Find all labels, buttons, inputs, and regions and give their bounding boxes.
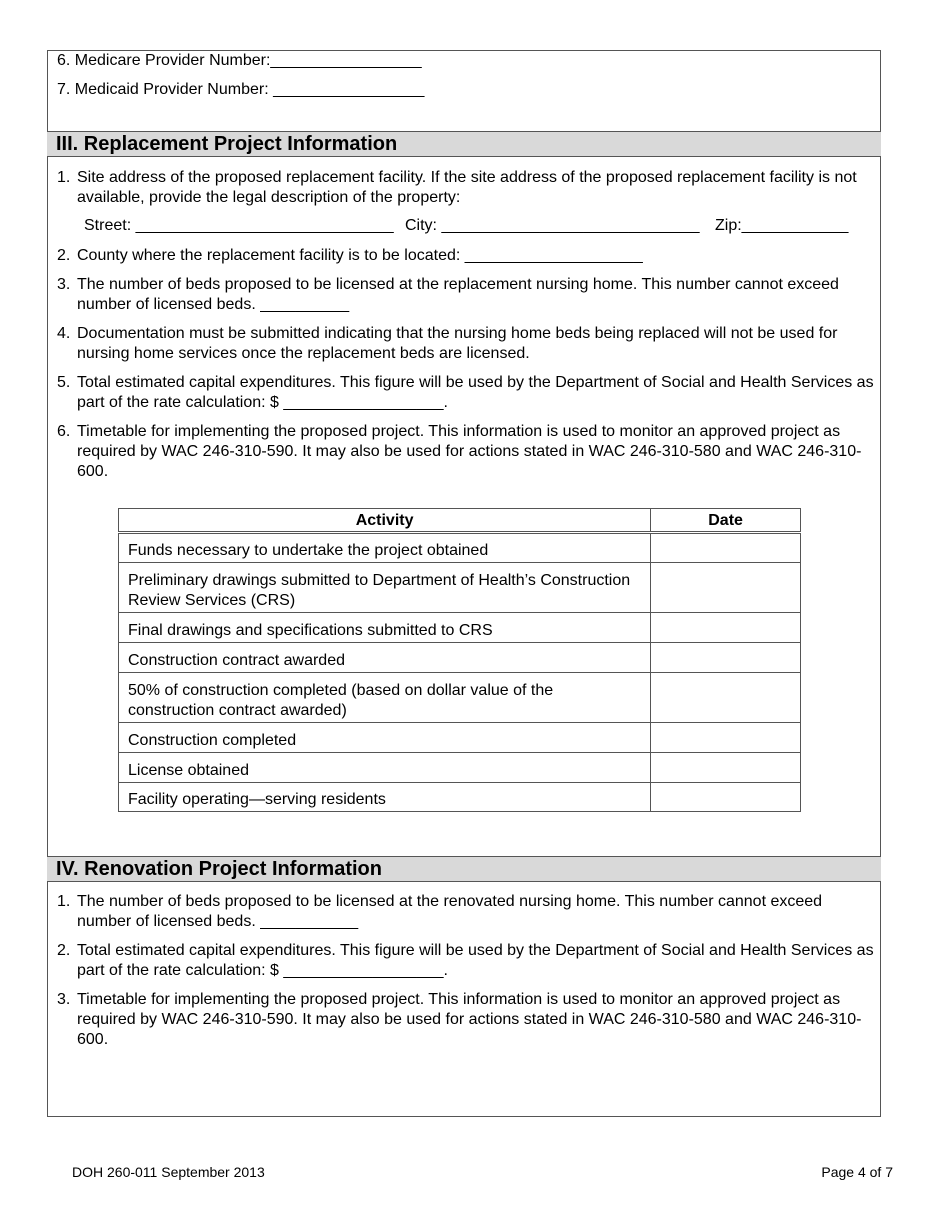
item-number: 2. [57,942,71,959]
section-header-replacement [47,131,881,157]
activity-cell: 50% of construction completed (based on dollar value of the construction contract awarded) [119,673,651,723]
item-number: 3. [57,991,71,1008]
form-id: DOH 260-011 September 2013 [72,1164,265,1180]
section-title: III. Replacement Project Information [56,133,398,155]
item-text: Timetable for implementing the proposed project. This information is used to monitor an approved project as required by WAC 246-310-590. It may also be used for actions stated in WAC 246-310-580 and WAC 246-310-600. [77,423,862,480]
activity-cell: License obtained [119,753,651,783]
item-text: Site address of the proposed replacement facility. If the site address of the proposed replacement facility is not available, provide the legal description of the property: [77,169,857,206]
item-text: County where the replacement facility is to be located: ____________________ [77,247,643,264]
date-column-header: Date [651,509,801,533]
table-row [119,613,801,643]
date-cell[interactable] [651,783,801,812]
table-row [119,673,801,723]
replacement-item-1 [57,168,875,208]
item-number: 4. [57,325,71,342]
page-number: Page 4 of 7 [821,1164,893,1180]
activity-cell: Construction completed [119,723,651,753]
table-row [119,563,801,613]
item-number: 3. [57,276,71,293]
date-cell[interactable] [651,643,801,673]
date-cell[interactable] [651,753,801,783]
date-cell[interactable] [651,723,801,753]
medicaid-provider-field[interactable]: 7. Medicaid Provider Number: _________________ [57,81,425,98]
item-number: 2. [57,247,71,264]
table-row [119,783,801,812]
renovation-item-1[interactable] [57,892,875,932]
date-cell[interactable] [651,563,801,613]
table-header-row [119,509,801,533]
date-cell[interactable] [651,673,801,723]
replacement-item-5[interactable] [57,373,875,413]
item-text: Total estimated capital expenditures. This figure will be used by the Department of Social and Health Services as part of the rate calculation: $ __________________. [77,374,874,411]
street-field[interactable]: Street: _____________________________ [84,217,394,234]
renovation-item-2[interactable] [57,941,875,981]
item-text: The number of beds proposed to be licensed at the renovated nursing home. This number cannot exceed number of licensed beds. ___________ [77,893,823,930]
timetable-table [118,508,801,812]
replacement-item-2[interactable] [57,246,875,266]
replacement-item-6 [57,422,875,482]
item-number: 1. [57,893,71,910]
zip-field[interactable]: Zip:____________ [715,217,849,234]
activity-cell: Funds necessary to undertake the project obtained [119,533,651,563]
date-cell[interactable] [651,613,801,643]
item-number: 6. [57,423,71,440]
medicare-provider-field[interactable]: 6. Medicare Provider Number:_________________ [57,52,422,69]
activity-cell: Facility operating—serving residents [119,783,651,812]
item-text: Total estimated capital expenditures. This figure will be used by the Department of Social and Health Services as part of the rate calculation: $ __________________. [77,942,874,979]
item-text: Timetable for implementing the proposed project. This information is used to monitor an approved project as required by WAC 246-310-590. It may also be used for actions stated in WAC 246-310-580 and WAC 246-310-600. [77,991,862,1048]
replacement-item-3[interactable] [57,275,875,315]
table-row [119,723,801,753]
item-text: The number of beds proposed to be licensed at the replacement nursing home. This number cannot exceed number of licensed beds. __________ [77,276,839,313]
table-row [119,643,801,673]
item-number: 5. [57,374,71,391]
date-cell[interactable] [651,533,801,563]
activity-cell: Final drawings and specifications submitted to CRS [119,613,651,643]
activity-cell: Preliminary drawings submitted to Department of Health’s Construction Review Services (CRS) [119,563,651,613]
replacement-item-4 [57,324,875,364]
item-text: Documentation must be submitted indicating that the nursing home beds being replaced will not be used for nursing home services once the replacement beds are licensed. [77,325,838,362]
section-header-renovation [47,856,881,882]
item-number: 1. [57,169,71,186]
table-row [119,753,801,783]
section-title: IV. Renovation Project Information [56,858,382,880]
activity-cell: Construction contract awarded [119,643,651,673]
city-field[interactable]: City: _____________________________ [405,217,700,234]
renovation-item-3 [57,990,875,1050]
activity-column-header: Activity [119,509,651,533]
table-row [119,533,801,563]
